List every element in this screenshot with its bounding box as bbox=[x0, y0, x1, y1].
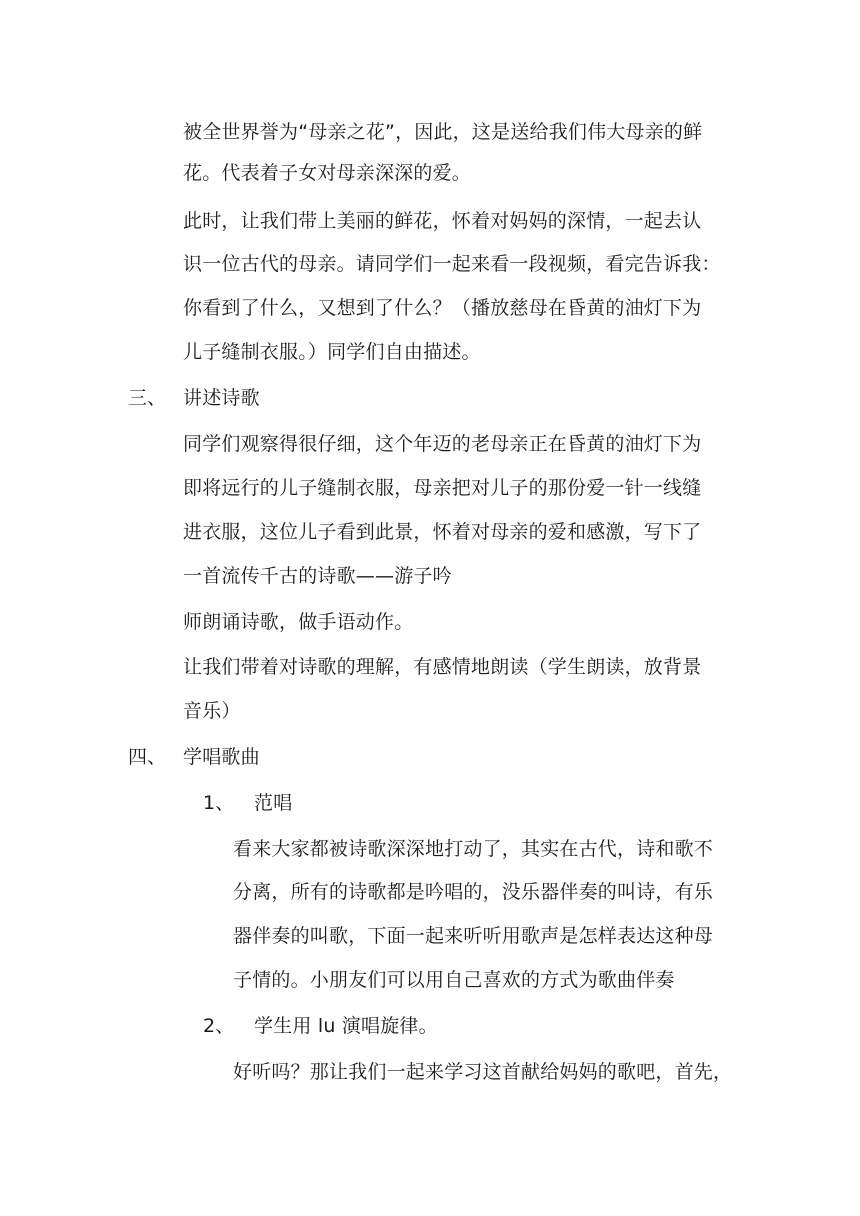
paragraph-3-line-4: 一首流传千古的诗歌——游子吟 bbox=[183, 565, 452, 587]
subsection-2-number: 2、 bbox=[203, 1015, 235, 1037]
subsection-1-title: 范唱 bbox=[254, 792, 293, 814]
paragraph-6-line-1: 看来大家都被诗歌深深地打动了，其实在古代，诗和歌不 bbox=[233, 838, 714, 860]
paragraph-6-line-3: 器伴奏的叫歌，下面一起来听听用歌声是怎样表达这种母 bbox=[233, 925, 714, 947]
paragraph-3-line-3: 进衣服，这位儿子看到此景，怀着对母亲的爱和感激，写下了 bbox=[183, 521, 702, 543]
paragraph-1-line-1: 被全世界誉为“母亲之花”，因此，这是送给我们伟大母亲的鲜 bbox=[183, 121, 703, 143]
paragraph-3-line-1: 同学们观察得很仔细，这个年迈的老母亲正在昏黄的油灯下为 bbox=[183, 433, 702, 455]
paragraph-3-line-2: 即将远行的儿子缝制衣服，母亲把对儿子的那份爱一针一线缝 bbox=[183, 477, 702, 499]
subsection-2-title: 学生用 lu 演唱旋律。 bbox=[254, 1015, 438, 1037]
paragraph-5-line-1: 让我们带着对诗歌的理解，有感情地朗读（学生朗读，放背景 bbox=[183, 656, 702, 678]
section-3-title: 讲述诗歌 bbox=[183, 387, 260, 409]
paragraph-1-line-2: 花。代表着子女对母亲深深的爱。 bbox=[183, 162, 472, 184]
section-4-title: 学唱歌曲 bbox=[183, 746, 260, 768]
paragraph-2-line-1: 此时，让我们带上美丽的鲜花，怀着对妈妈的深情，一起去认 bbox=[183, 210, 702, 232]
paragraph-2-line-4: 儿子缝制衣服。）同学们自由描述。 bbox=[183, 341, 481, 363]
paragraph-4-line-1: 师朗诵诗歌，做手语动作。 bbox=[183, 611, 414, 633]
paragraph-7-line-1: 好听吗？那让我们一起来学习这首献给妈妈的歌吧，首先， bbox=[233, 1061, 733, 1083]
paragraph-6-line-2: 分离，所有的诗歌都是吟唱的，没乐器伴奏的叫诗，有乐 bbox=[233, 881, 714, 903]
paragraph-2-line-3: 你看到了什么，又想到了什么？（播放慈母在昏黄的油灯下为 bbox=[183, 297, 702, 319]
subsection-1-number: 1、 bbox=[203, 792, 235, 814]
section-4-number: 四、 bbox=[128, 746, 167, 768]
paragraph-5-line-2: 音乐） bbox=[183, 700, 241, 722]
paragraph-6-line-4: 子情的。小朋友们可以用自己喜欢的方式为歌曲伴奏 bbox=[233, 969, 675, 991]
paragraph-2-line-2: 识一位古代的母亲。请同学们一起来看一段视频，看完告诉我： bbox=[183, 253, 721, 275]
section-3-number: 三、 bbox=[128, 387, 167, 409]
